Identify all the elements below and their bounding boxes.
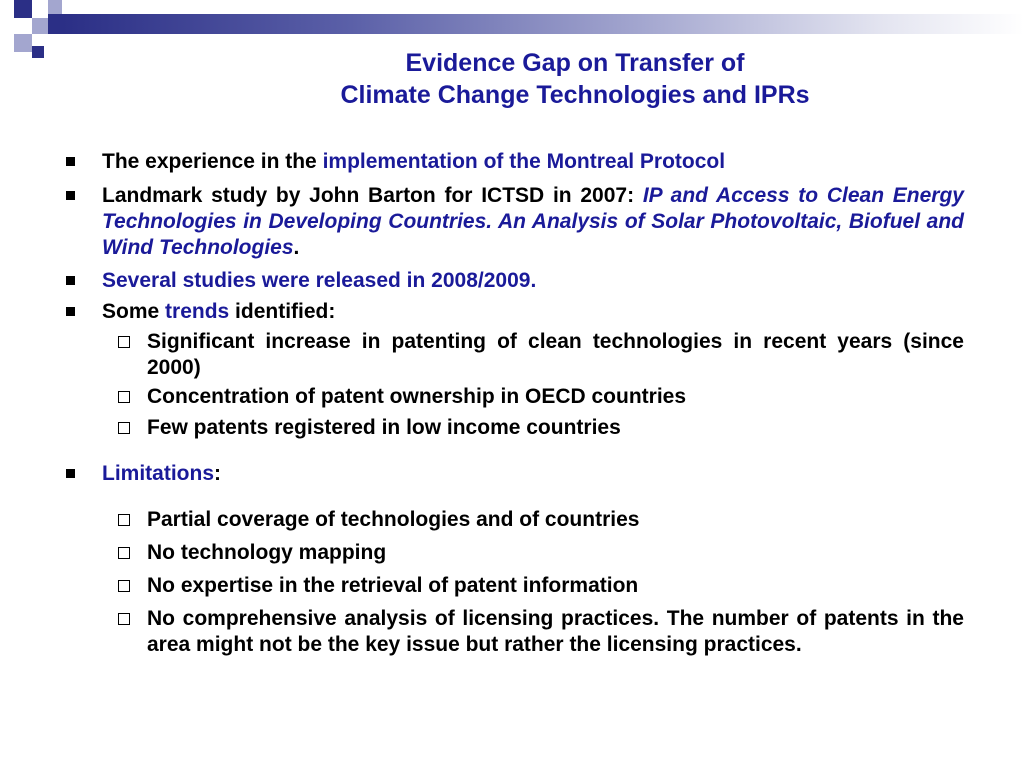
bullet-post: : <box>214 462 222 485</box>
bullet-end: . <box>293 236 300 259</box>
bullet-highlight: trends <box>165 300 230 323</box>
sub-bullet-marker <box>118 422 130 434</box>
bullet-marker <box>66 307 75 316</box>
title-line-1: Evidence Gap on Transfer of <box>405 49 745 77</box>
slide-title <box>120 47 1024 111</box>
bullet-marker <box>66 191 75 200</box>
sub-bullet-item: Few patents registered in low income countries <box>147 416 621 439</box>
sub-bullet-item: Partial coverage of technologies and of countries <box>147 508 640 531</box>
sub-bullet-item: No comprehensive analysis of licensing practices. The number of patents in the area might not be the key issue but rather the licensing practices. <box>147 607 964 656</box>
bullet-trends <box>102 299 964 325</box>
sub-bullet-marker <box>118 580 130 592</box>
bullet-montreal-protocol <box>102 149 964 175</box>
study-title: IP and Access to Clean Energy Technologies in Developing Countries. An Analysis of Solar Photovoltaic, Biofuel and Wind Technologies <box>102 184 964 259</box>
title-line-2: Climate Change Technologies and IPRs <box>340 81 810 109</box>
sub-bullet-item: Concentration of patent ownership in OECD countries <box>147 385 687 408</box>
sub-bullet-item: No technology mapping <box>147 541 387 564</box>
corner-squares-decoration <box>0 0 80 70</box>
sub-bullet-marker <box>118 391 130 403</box>
bullet-highlight: implementation of the Montreal Protocol <box>322 150 726 173</box>
bullet-text: Several studies were released in 2008/2009. <box>102 269 537 292</box>
bullet-barton-study <box>102 183 964 261</box>
sub-bullet-marker <box>118 547 130 559</box>
bullet-several-studies <box>102 268 964 294</box>
sub-bullet-item: Significant increase in patenting of clean technologies in recent years (since 2000) <box>147 330 964 379</box>
header-gradient-bar <box>63 14 1024 34</box>
sub-bullet-marker <box>118 514 130 526</box>
bullet-text: The experience in the <box>102 150 323 173</box>
sub-bullet-marker <box>118 336 130 348</box>
bullet-pre: Some <box>102 300 166 323</box>
bullet-marker <box>66 157 75 166</box>
bullet-marker <box>66 276 75 285</box>
bullet-text: Landmark study by John Barton for ICTSD in 2007: <box>102 184 643 207</box>
bullet-highlight: Limitations <box>102 462 215 485</box>
sub-bullet-item: No expertise in the retrieval of patent information <box>147 574 639 597</box>
sub-bullet-marker <box>118 613 130 625</box>
bullet-post: identified: <box>229 300 336 323</box>
bullet-limitations <box>102 461 964 487</box>
bullet-marker <box>66 469 75 478</box>
